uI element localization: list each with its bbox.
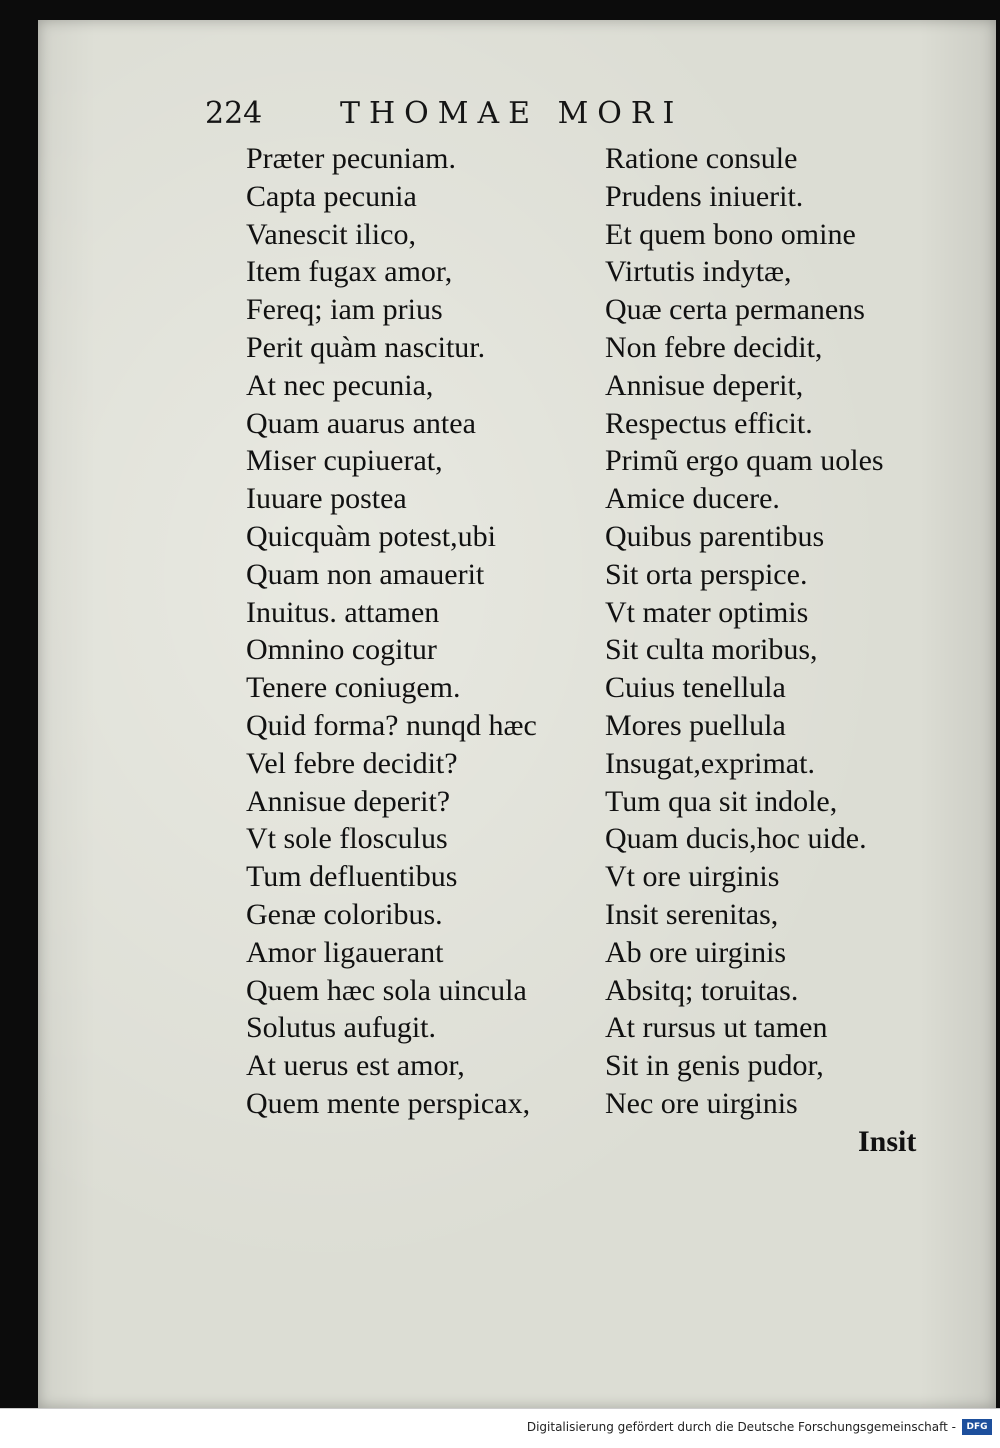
verse-line: Vt sole flosculus <box>246 822 448 856</box>
verse-line: Ab ore uirginis <box>605 935 787 969</box>
verse-line: Mores puellula <box>605 708 786 742</box>
verse-line: Iuuare postea <box>246 482 407 516</box>
verse-line: Vel febre decidit? <box>246 746 458 780</box>
verse-line: Genæ coloribus. <box>246 897 443 931</box>
verse-line: Ratione consule <box>605 142 798 175</box>
verse-line: Sit in genis pudor, <box>605 1049 824 1083</box>
verse-line: Perit quàm nascitur. <box>246 330 486 364</box>
verse-line: Fereq; iam prius <box>246 293 443 327</box>
verse-line: Tenere coniugem. <box>246 671 461 705</box>
verse-line: Nec ore uirginis <box>605 1086 798 1120</box>
running-head-title: THOMAE MORI <box>340 96 684 131</box>
verse-line: Absitq; toruitas. <box>605 973 799 1007</box>
verse-line: Amor ligauerant <box>246 935 444 969</box>
verse-line: Quam auarus antea <box>246 406 476 440</box>
verse-line: Miser cupiuerat, <box>246 444 443 478</box>
verse-line: Insugat,exprimat. <box>605 746 815 780</box>
verse-line: Amice ducere. <box>605 482 780 516</box>
verse-line: Primũ ergo quam uoles <box>605 444 884 478</box>
verse-line: Vanescit ilico, <box>246 217 416 251</box>
verse-line: Quibus parentibus <box>605 519 825 553</box>
dfg-credit-text: Digitalisierung gefördert durch die Deutsche Forschungsgemeinschaft - <box>526 1420 956 1434</box>
verse-line: Capta pecunia <box>246 179 417 213</box>
verse-line: Et quem bono omine <box>605 217 856 251</box>
verse-line: At rursus ut tamen <box>605 1011 828 1045</box>
verse-line: Præter pecuniam. <box>246 142 456 175</box>
verse-line: Quæ certa permanens <box>605 293 865 327</box>
verse-line: At nec pecunia, <box>246 368 434 402</box>
verse-line: Quem hæc sola uincula <box>246 973 527 1007</box>
verse-line: Quicquàm potest,ubi <box>246 519 496 553</box>
left-verse-column <box>246 140 537 1123</box>
dfg-logo: DFG <box>962 1419 992 1435</box>
verse-line: Inuitus. attamen <box>246 595 440 629</box>
verse-line: Quem mente perspicax, <box>246 1086 531 1120</box>
page-number: 224 <box>205 96 263 131</box>
verse-line: Respectus efficit. <box>605 406 813 440</box>
verse-line: Vt ore uirginis <box>605 860 780 894</box>
verse-line: Quid forma? nunqd hæc <box>246 708 537 742</box>
verse-line: Insit serenitas, <box>605 897 779 931</box>
verse-line: Omnino cogitur <box>246 633 437 667</box>
verse-line: Vt mater optimis <box>605 595 809 629</box>
verse-line: At uerus est amor, <box>246 1049 465 1083</box>
verse-line: Tum qua sit indole, <box>605 784 838 818</box>
verse-line: Annisue deperit? <box>246 784 451 818</box>
verse-line: Cuius tenellula <box>605 671 786 705</box>
footer-bar <box>0 1408 1000 1448</box>
verse-line: Virtutis indytæ, <box>605 255 792 289</box>
verse-line: Prudens iniuerit. <box>605 179 804 213</box>
verse-line: Sit culta moribus, <box>605 633 818 667</box>
verse-line: Solutus aufugit. <box>246 1011 437 1045</box>
verse-line: Quam ducis,hoc uide. <box>605 822 867 856</box>
verse-line: Tum defluentibus <box>246 860 458 894</box>
verse-line: Sit orta perspice. <box>605 557 808 591</box>
verse-line: Quam non amauerit <box>246 557 485 591</box>
verse-line: Annisue deperit, <box>605 368 804 402</box>
right-verse-column <box>605 140 884 1123</box>
verse-line: Item fugax amor, <box>246 255 453 289</box>
verse-line: Non febre decidit, <box>605 330 823 364</box>
catchword: Insit <box>858 1125 917 1158</box>
